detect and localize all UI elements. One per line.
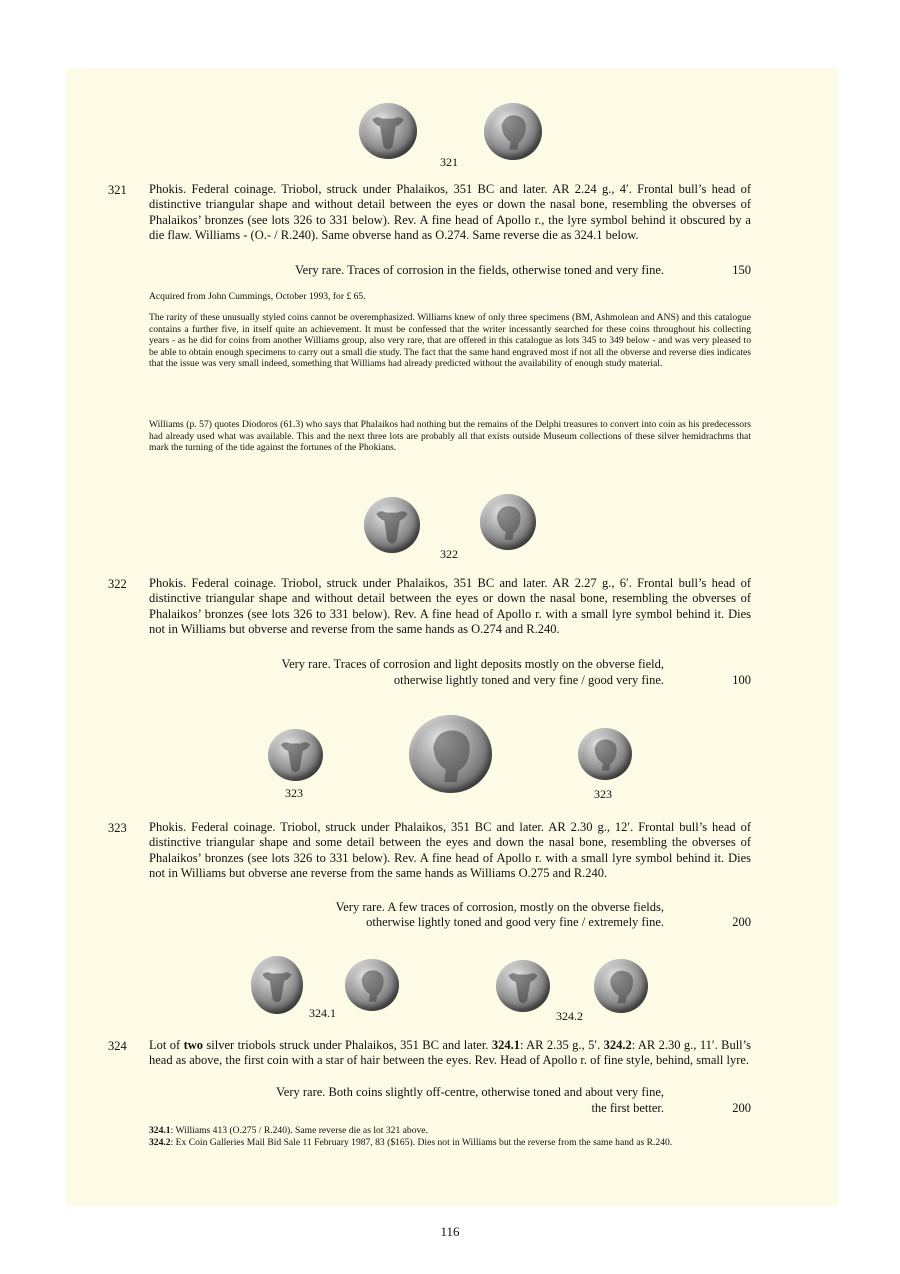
apollo-head-reverse-coin-icon [480,494,536,550]
lot-number: 321 [108,183,127,197]
lot-estimate: 100 [732,673,751,687]
commentary-note: The rarity of these unusually styled coins cannot be overemphasized. Williams knew of only three specimens (BM, Ashmolean and ANS) and this catalogue contains a further five, in itself quite an achievement. It must be confessed that the writer incessantly searched for these coins throughout his collecting years - as he did for coins from another Williams group, also very rare, that are offered in this catalogue as lots 345 to 349 below - and was very pleased to be able to obtain enough specimens to carry out a small die study. The fact that the same hand engraved most if not all the obverse and reverse dies indicates that the issue was very small indeed, something that Williams had already predicted without the availability of enough study material. [149,312,751,370]
lot-description: Phokis. Federal coinage. Triobol, struck under Phalaikos, 351 BC and later. AR 2.24 g., 4′. Frontal bull’s head of distinctive triangular shape and without detail between the eyes or down the nasal bone, resembling the obverses of Phalaikos’ bronzes (see lots 326 to 331 below). Rev. A fine head of Apollo r., the lyre symbol behind it obscured by a die flaw. Williams - (O.- / R.240). Same obverse hand as O.274. Same reverse die as 324.1 below. [149,182,751,243]
lot-number: 322 [108,577,127,591]
lot-description: Phokis. Federal coinage. Triobol, struck under Phalaikos, 351 BC and later. AR 2.30 g., 12′. Frontal bull’s head of distinctive triangular shape and some detail between the eyes and down the nasal bone, resembling the obverses of Phalaikos’ bronzes (see lots 326 to 331 below). Rev. A fine head of Apollo r. with a small lyre symbol behind it. Dies not in Williams but obverse ane reverse from the same hands as Williams O.275 and R.240. [149,820,751,881]
bull-head-obverse-coin-icon [496,960,550,1012]
figure-label: 324.1 [309,1006,336,1020]
figure-label: 321 [440,155,458,169]
provenance-note: Acquired from John Cummings, October 1993, for £ 65. [149,291,366,302]
apollo-head-reverse-coin-icon [345,959,399,1011]
lot-condition: otherwise lightly toned and very fine / good very fine. [393,673,664,687]
figure-label: 322 [440,547,458,561]
lot-estimate: 200 [732,915,751,929]
page-number: 116 [440,1224,460,1239]
bull-head-obverse-coin-icon [251,956,303,1014]
lot-condition: Very rare. Traces of corrosion in the fields, otherwise toned and very fine. [295,263,664,277]
lot-condition: otherwise lightly toned and good very fine / extremely fine. [366,915,664,929]
apollo-head-reverse-coin-icon [594,959,648,1013]
figure-label: 323 [594,787,612,801]
bull-head-obverse-coin-icon [359,103,417,159]
lot-condition: Very rare. A few traces of corrosion, mostly on the obverse fields, [335,900,664,914]
apollo-head-reverse-coin-icon [578,728,632,780]
coin-note: 324.1: Williams 413 (O.275 / R.240). Same reverse die as lot 321 above. [149,1125,428,1136]
lot-estimate: 150 [732,263,751,277]
lot-condition: Very rare. Both coins slightly off-centre, otherwise toned and about very fine, [276,1085,664,1099]
apollo-head-enlarged-coin-icon [409,715,492,793]
apollo-head-reverse-coin-icon [484,103,542,160]
lot-condition: the first better. [591,1101,664,1115]
lot-condition: Very rare. Traces of corrosion and light deposits mostly on the obverse field, [281,657,664,671]
figure-label: 324.2 [556,1009,583,1023]
coin-note: 324.2: Ex Coin Galleries Mail Bid Sale 11 February 1987, 83 ($165). Dies not in Williams but the reverse from the same hand as R.240. [149,1137,673,1148]
commentary-note: Williams (p. 57) quotes Diodoros (61.3) who says that Phalaikos had nothing but the remains of the Delphi treasures to convert into coin as his predecessors had already used what was available. This and the next three lots are probably all that exists outside Museum collections of these silver hemidrachms that mark the turning of the tide against the fortunes of the Phokians. [149,419,751,454]
lot-description: Lot of two silver triobols struck under Phalaikos, 351 BC and later. 324.1: AR 2.35 g., 5′. 324.2: AR 2.30 g., 11′. Bull’s head as above, the first coin with a star of hair between the eyes. Rev. Head of Apollo r. of fine style, behind, small lyre. [149,1038,751,1068]
bull-head-obverse-coin-icon [364,497,420,553]
lot-description: Phokis. Federal coinage. Triobol, struck under Phalaikos, 351 BC and later. AR 2.27 g., 6′. Frontal bull’s head of distinctive triangular shape and without detail between the eyes or down the nasal bone, resembling the obverses of Phalaikos’ bronzes (see lots 326 to 331 below). Rev. A fine head of Apollo r. with a small lyre symbol behind it. Dies not in Williams but obverse and reverse from the same hands as O.274 and R.240. [149,576,751,637]
lot-estimate: 200 [732,1101,751,1115]
figure-label: 323 [285,786,303,800]
lot-number: 324 [108,1039,127,1053]
bull-head-obverse-coin-icon [268,729,323,781]
lot-number: 323 [108,821,127,835]
